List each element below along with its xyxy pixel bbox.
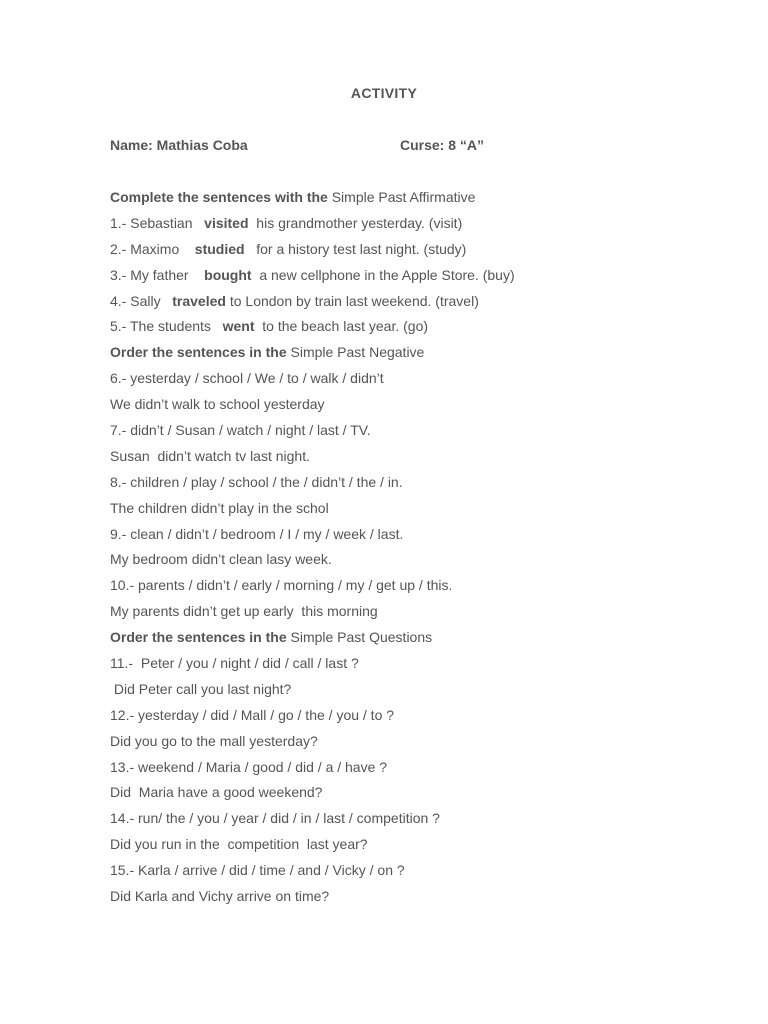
answer-word: traveled: [172, 292, 226, 309]
exercise-line: [110, 292, 710, 318]
section-heading-bold: Complete the sentences with the: [110, 189, 332, 205]
exercise-answer: My parents didn’t get up early this morning: [110, 603, 378, 620]
exercise-answer: Susan didn’t watch tv last night.: [110, 447, 310, 464]
section-heading-questions: [110, 628, 710, 654]
section-heading-negative: [110, 343, 710, 369]
student-curse: Curse: 8 “A”: [400, 137, 485, 153]
worksheet-body: [110, 188, 710, 913]
exercise-question: 11.- Peter / you / night / did / call / last ?: [110, 655, 359, 672]
exercise-question: 8.- children / play / school / the / didn’t / the / in.: [110, 473, 403, 490]
section-heading-bold: Order the sentences in the: [110, 344, 291, 361]
exercise-question: 10.- parents / didn’t / early / morning / my / get up / this.: [110, 577, 453, 594]
answer-word: went: [222, 318, 255, 335]
exercise-answer: Did Peter call you last night?: [110, 680, 292, 697]
sentence-start: 2.- Maximo: [110, 240, 195, 257]
section-heading-bold: Order the sentences in the: [110, 629, 291, 646]
exercise-answer: We didn’t walk to school yesterday: [110, 396, 325, 413]
exercise-answer: My bedroom didn’t clean lasy week.: [110, 551, 332, 568]
exercise-line: [110, 240, 710, 266]
student-name: Name: Mathias Coba: [110, 137, 248, 153]
exercise-line: [110, 214, 710, 240]
exercise-question: 6.- yesterday / school / We / to / walk / didn’t: [110, 370, 384, 387]
sentence-start: 3.- My father: [110, 266, 205, 283]
answer-word: bought: [204, 266, 252, 283]
exercise-question: 14.- run/ the / you / year / did / in / last / competition ?: [110, 810, 440, 827]
exercise-answer: Did you run in the competition last year?: [110, 836, 368, 853]
exercise-answer: The children didn’t play in the schol: [110, 499, 329, 516]
exercise-question: 9.- clean / didn’t / bedroom / I / my / week / last.: [110, 525, 404, 542]
answer-word: studied: [194, 240, 245, 257]
section-heading-topic: Simple Past Affirmative: [331, 189, 476, 205]
section-heading-topic: Simple Past Questions: [290, 629, 433, 646]
exercise-answer: Did you go to the mall yesterday?: [110, 732, 318, 749]
sentence-start: 4.- Sally: [110, 292, 173, 309]
exercise-question: 13.- weekend / Maria / good / did / a / have ?: [110, 758, 388, 775]
sentence-start: 5.- The students: [110, 318, 223, 335]
page-title: ACTIVITY: [350, 85, 418, 101]
sentence-end: a new cellphone in the Apple Store. (buy): [251, 266, 515, 283]
exercise-question: 15.- Karla / arrive / did / time / and / Vicky / on ?: [110, 862, 405, 879]
sentence-end: for a history test last night. (study): [244, 240, 467, 257]
sentence-end: to the beach last year. (go): [254, 318, 429, 335]
exercise-question: 12.- yesterday / did / Mall / go / the / you / to ?: [110, 706, 395, 723]
section-heading-affirmative: [110, 188, 710, 214]
student-info: [110, 137, 670, 153]
answer-word: visited: [204, 214, 249, 231]
section-heading-topic: Simple Past Negative: [290, 344, 425, 361]
exercise-answer: Did Karla and Vichy arrive on time?: [110, 888, 330, 905]
sentence-end: to London by train last weekend. (travel): [225, 292, 479, 309]
exercise-question: 7.- didn’t / Susan / watch / night / last / TV.: [110, 422, 371, 439]
exercise-answer: Did Maria have a good weekend?: [110, 784, 323, 801]
exercise-line: [110, 266, 710, 292]
sentence-start: 1.- Sebastian: [110, 214, 205, 231]
exercise-line: [110, 317, 710, 343]
sentence-end: his grandmother yesterday. (visit): [248, 214, 463, 231]
